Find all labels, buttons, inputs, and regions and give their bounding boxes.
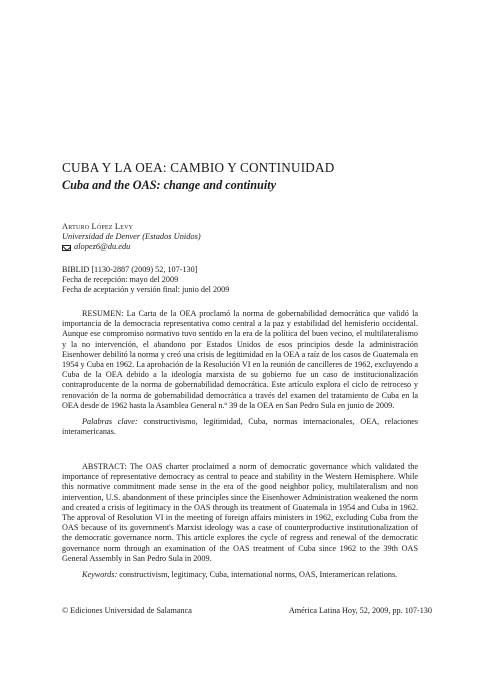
footer-journal-info: América Latina Hoy, 52, 2009, pp. 107-130 — [288, 606, 432, 615]
resumen-text: RESUMEN: La Carta de la OEA proclamó la norma de gobernabilidad democrática que validó la importancia de la democracia representativa como central a la paz y estabilidad del hemisferio occidental. Aunque ese compromiso normativo tuvo sentido en la era de la política del buen vecino, el multilateralismo y la no intervención, el abandono por Estados Unidos de esos principios desde la administración Eisenhower debilitó la norma y creó una crisis de legitimidad en la OEA a raíz de los casos de Guatemala en 1954 y Cuba en 1962. La aprobación de la Resolución VI en la reunión de cancilleres de 1962, excluyendo a Cuba de la OEA debido a la ideología marxista de su gobierno fue un caso de institucionalización contraproducente de la norma de gobernabilidad democrática. Este artículo explora el ciclo de retroceso y renovación de la norma de gobernabilidad democrática a través del examen del tratamiento de Cuba en la OEA desde de 1962 hasta la Asamblea General n.º 39 de la OEA en San Pedro Sula en junio de 2009. — [62, 309, 418, 410]
footer-copyright: © Ediciones Universidad de Salamanca — [62, 606, 192, 615]
keywords-es: constructivismo, legitimidad, Cuba, normas internacionales, OEA, relaciones interamericanas. — [62, 417, 418, 437]
keywords-en: constructivism, legitimacy, Cuba, international norms, OAS, Interamerican relations. — [119, 570, 398, 580]
abstract-keywords — [62, 570, 418, 580]
date-received: Fecha de recepción: mayo del 2009 — [62, 275, 179, 284]
keywords-label-en: Keywords: — [82, 570, 118, 580]
envelope-icon — [62, 245, 71, 251]
author-email-line — [62, 242, 422, 252]
author-name: Arturo López Levy — [62, 222, 134, 231]
page-footer — [62, 606, 432, 616]
article-title: CUBA Y LA OEA: CAMBIO Y CONTINUIDAD — [62, 160, 335, 175]
author-email: alopez6@du.edu — [74, 242, 131, 252]
keywords-label-es: Palabras clave: — [82, 417, 138, 427]
date-accepted: Fecha de aceptación y versión final: junio del 2009 — [62, 285, 230, 294]
resumen-section — [62, 309, 418, 437]
article-subtitle-english: Cuba and the OAS: change and continuity — [62, 178, 277, 192]
abstract-section — [62, 462, 418, 580]
biblid: BIBLID [1130-2887 (2009) 52, 107-130] — [62, 265, 198, 274]
bibliographic-info — [62, 265, 422, 295]
author-affiliation: Universidad de Denver (Estados Unidos) — [62, 232, 201, 242]
author-block — [62, 222, 422, 253]
abstract-text: ABSTRACT: The OAS charter proclaimed a norm of democratic governance which validated the importance of representative democracy as central to peace and stability in the Western Hemisphere. While this normative commitment made sense in the era of the good neighbor policy, multilateralism and non intervention, U.S. abandonment of these principles since the Eisenhower Administration weakened the norm and created a crisis of legitimacy in the OAS through its treatment of Guatemala in 1954 and Cuba in 1962. The approval of Resolution VI in the meeting of foreign affairs ministers in 1962, excluding Cuba from the OAS because of its government's Marxist ideology was a case of counterproductive institutionalization of the democratic governance norm. This article explores the cycle of regress and renewal of the democratic governance norm through an examination of the OAS treatment of Cuba since 1962 to the 39th OAS General Assembly in San Pedro Sula in 2009. — [62, 462, 418, 563]
resumen-keywords — [62, 417, 418, 437]
